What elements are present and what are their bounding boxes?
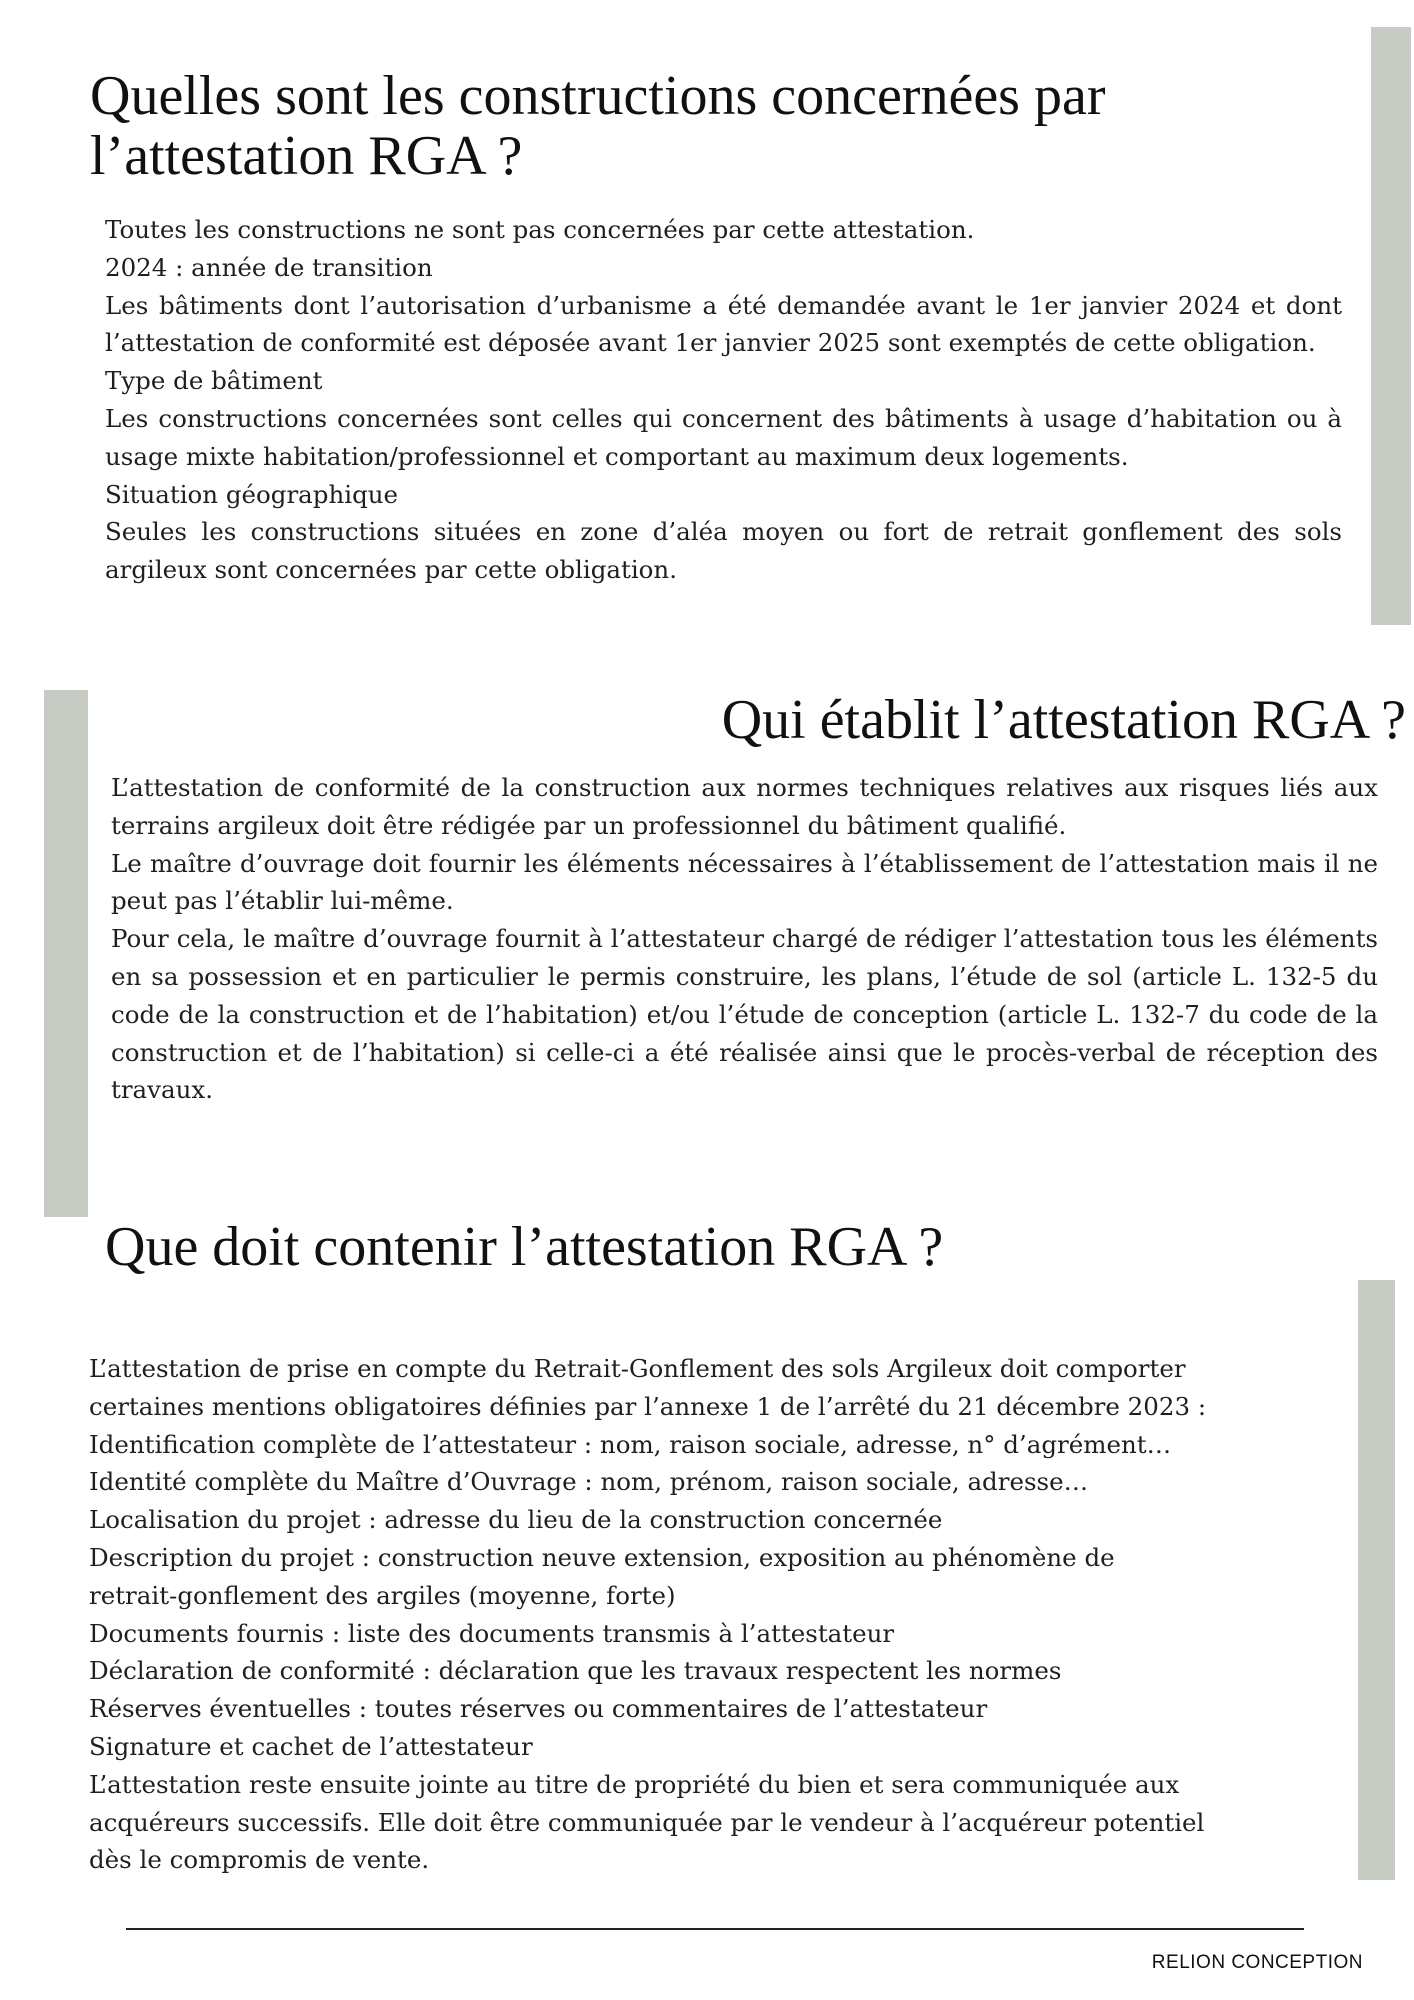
list-line: Réserves éventuelles : toutes réserves ou commentaires de l’attestateur [89,1694,988,1724]
list-line: retrait-gonflement des argiles (moyenne, forte) [89,1580,676,1610]
list-line: Description du projet : construction neuve extension, exposition au phénomène de [89,1542,1115,1572]
paragraph: Seules les constructions situées en zone d’aléa moyen ou fort de retrait gonflement des sols argileux sont concernées par cette obligation. [105,517,1342,585]
paragraph: Les bâtiments dont l’autorisation d’urbanisme a été demandée avant le 1er janvier 2024 et dont l’attestation de conformité est déposée avant 1er janvier 2025 sont exemptés de cette obligation. [105,290,1342,358]
paragraph: Type de bâtiment [105,366,323,396]
section-title-contenu: Que doit contenir l’attestation RGA ? [105,1216,944,1278]
decorative-bar-top-right [1371,27,1411,625]
paragraph: Situation géographique [105,479,399,509]
paragraph: Pour cela, le maître d’ouvrage fournit à l’attestateur chargé de rédiger l’attestation tous les éléments en sa possession et en particulier le permis construire, les plans, l’étude de sol (article L. 132-5 du code de la construction et de l’habitation) et/ou l’étude de conception (article L. 132-7 du code de la construction et de l’habitation) si celle-ci a été réalisée ainsi que le procès-verbal de réception des travaux. [111,924,1378,1105]
section-body-contenu [89,1350,1314,1879]
list-line: L’attestation de prise en compte du Retrait-Gonflement des sols Argileux doit comporter [89,1354,1186,1383]
paragraph: Le maître d’ouvrage doit fournir les éléments nécessaires à l’établissement de l’attestation mais il ne peut pas l’établir lui-même. [111,848,1378,916]
list-line: Identification complète de l’attestateur : nom, raison sociale, adresse, n° d’agrément… [89,1429,1172,1459]
list-line: Localisation du projet : adresse du lieu de la construction concernée [89,1505,943,1535]
paragraph: 2024 : année de transition [105,252,433,282]
list-line: Identité complète du Maître d’Ouvrage : nom, prénom, raison sociale, adresse… [89,1467,1089,1497]
paragraph: Toutes les constructions ne sont pas concernées par cette attestation. [105,215,975,244]
footer-divider [126,1928,1304,1930]
list-line: Documents fournis : liste des documents transmis à l’attestateur [89,1618,895,1648]
list-line: dès le compromis de vente. [89,1845,430,1875]
list-line: Signature et cachet de l’attestateur [89,1731,533,1761]
list-line: certaines mentions obligatoires définies par l’annexe 1 de l’arrêté du 21 décembre 2023 : [89,1391,1207,1421]
paragraph: Les constructions concernées sont celles qui concernent des bâtiments à usage d’habitation ou à usage mixte habitation/professionnel et comportant au maximum deux logements. [105,403,1342,471]
section-body-constructions [105,211,1342,589]
list-line: acquéreurs successifs. Elle doit être communiquée par le vendeur à l’acquéreur potentiel [89,1807,1205,1837]
list-line: Déclaration de conformité : déclaration que les travaux respectent les normes [89,1656,1062,1686]
section-title-constructions: Quelles sont les constructions concernées par l’attestation RGA ? [90,65,1106,187]
section-body-qui-etablit [111,769,1378,1109]
list-line: L’attestation reste ensuite jointe au titre de propriété du bien et sera communiquée aux [89,1769,1180,1799]
decorative-bar-bottom-right [1358,1280,1395,1880]
section-title-qui-etablit: Qui établit l’attestation RGA ? [721,689,1406,751]
footer-brand: RELION CONCEPTION [1151,1952,1363,1973]
paragraph: L’attestation de conformité de la construction aux normes techniques relatives aux risques liés aux terrains argileux doit être rédigée par un professionnel du bâtiment qualifié. [111,773,1378,840]
decorative-bar-middle-left [44,690,88,1217]
